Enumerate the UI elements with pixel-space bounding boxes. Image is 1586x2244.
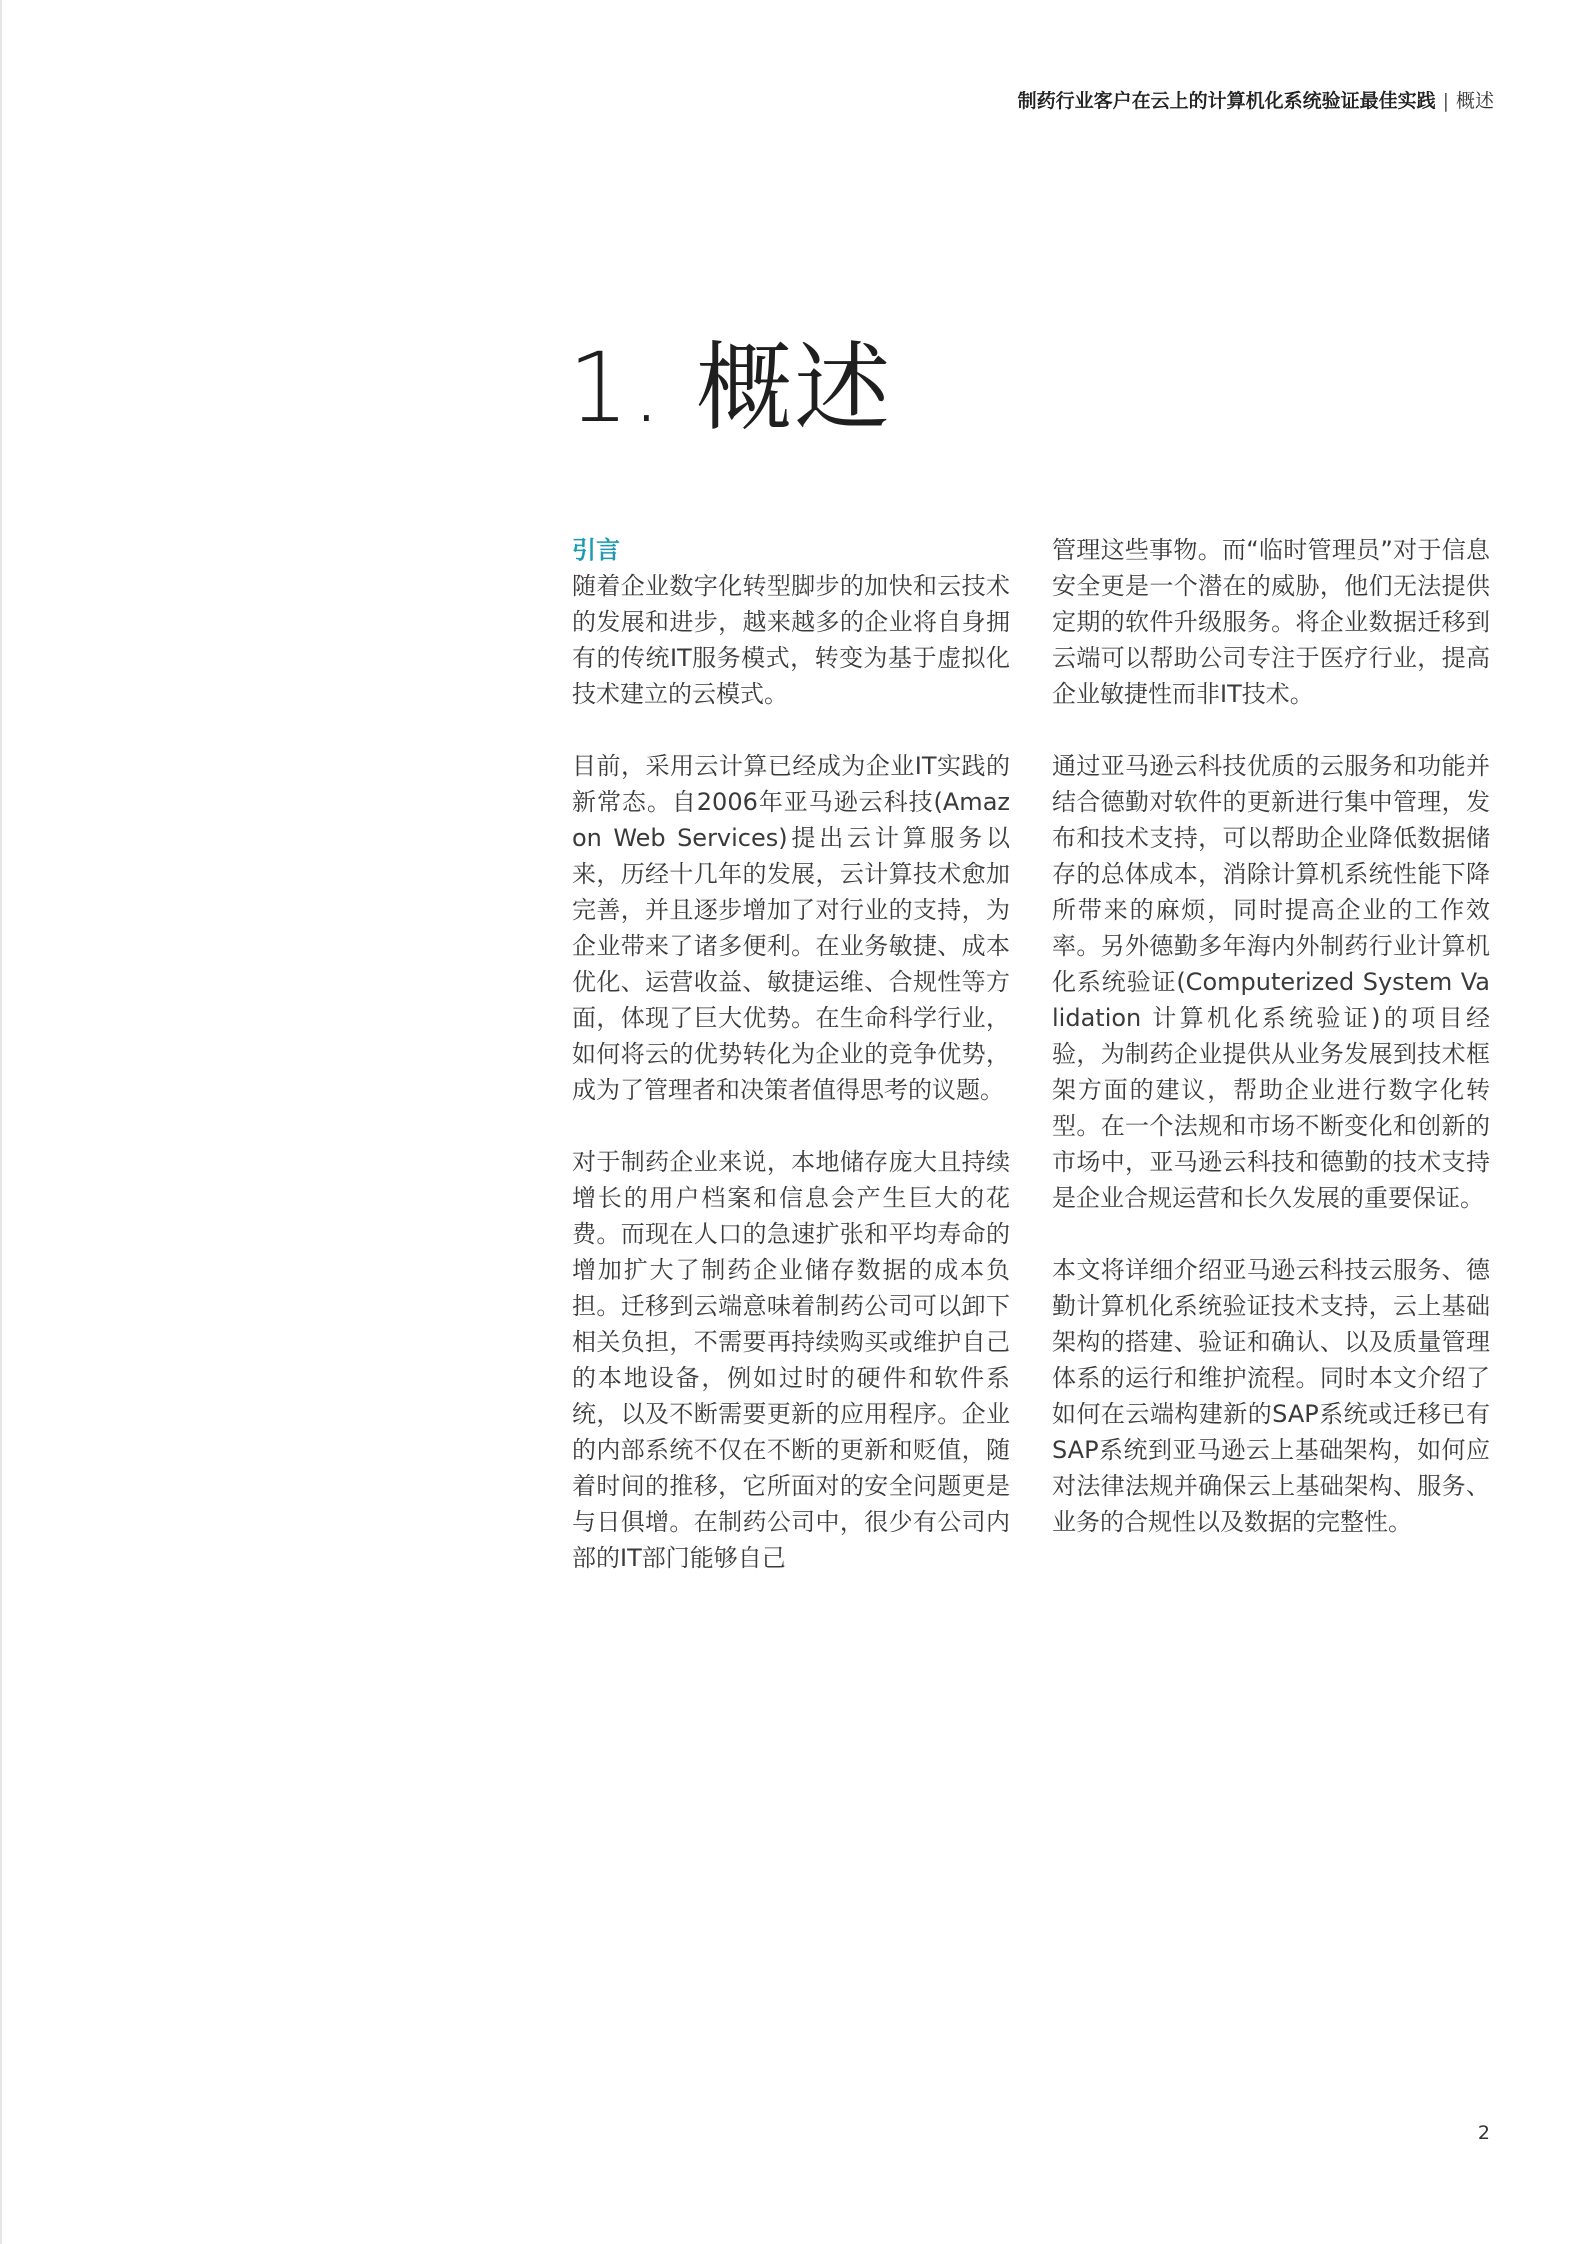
paragraph: 对于制药企业来说，本地储存庞大且持续增长的用户档案和信息会产生巨大的花费。而现在人口的急速扩张和平均寿命的增加扩大了制药企业储存数据的成本负担。迁移到云端意味着制药公司可以卸下相关负担，不需要再持续购买或维护自己的本地设备，例如过时的硬件和软件系统，以及不断需要更新的应用程序。企业的内部系统不仅在不断的更新和贬值，随着时间的推移，它所面对的安全问题更是与日俱增。在制药公司中，很少有公司内部的IT部门能够自己 — [572, 1148, 1010, 1572]
header-doc-title: 制药行业客户在云上的计算机化系统验证最佳实践 — [1017, 90, 1436, 112]
page-number: 2 — [1477, 2122, 1490, 2144]
left-column — [572, 532, 1010, 1612]
paragraph: 管理这些事物。而“临时管理员”对于信息安全更是一个潜在的威胁，他们无法提供定期的软件升级服务。将企业数据迁移到云端可以帮助公司专注于医疗行业，提高企业敏捷性而非IT技术。 — [1052, 536, 1490, 708]
paragraph: 本文将详细介绍亚马逊云科技云服务、德勤计算机化系统验证技术支持，云上基础架构的搭建、验证和确认、以及质量管理体系的运行和维护流程。同时本文介绍了如何在云端构建新的SAP系统或迁移已有SAP系统到亚马逊云上基础架构，如何应对法律法规并确保云上基础架构、服务、业务的合规性以及数据的完整性。 — [1052, 1256, 1490, 1536]
page-left-edge — [0, 0, 2, 2244]
paragraph: 随着企业数字化转型脚步的加快和云技术的发展和进步，越来越多的企业将自身拥有的传统IT服务模式，转变为基于虚拟化技术建立的云模式。 — [572, 572, 1010, 708]
right-column — [1052, 532, 1490, 1576]
chapter-title: 1. 概述 — [568, 332, 893, 444]
paragraph: 目前，采用云计算已经成为企业IT实践的新常态。自2006年亚马逊云科技(Amazon Web Services)提出云计算服务以来，历经十几年的发展，云计算技术愈加完善，并且逐步增加了对行业的支持，为企业带来了诸多便利。在业务敏捷、成本优化、运营收益、敏捷运维、合规性等方面，体现了巨大优势。在生命科学行业，如何将云的优势转化为企业的竞争优势，成为了管理者和决策者值得思考的议题。 — [572, 752, 1010, 1104]
intro-heading: 引言 — [572, 536, 620, 564]
paragraph: 通过亚马逊云科技优质的云服务和功能并结合德勤对软件的更新进行集中管理，发布和技术支持，可以帮助企业降低数据储存的总体成本，消除计算机系统性能下降所带来的麻烦，同时提高企业的工作效率。另外德勤多年海内外制药行业计算机化系统验证(Computerized System Validation 计算机化系统验证)的项目经验，为制药企业提供从业务发展到技术框架方面的建议，帮助企业进行数字化转型。在一个法规和市场不断变化和创新的市场中，亚马逊云科技和德勤的技术支持是企业合规运营和长久发展的重要保证。 — [1052, 752, 1490, 1212]
header-section-name: 概述 — [1455, 90, 1494, 112]
running-header — [1018, 88, 1494, 114]
header-separator: | — [1442, 90, 1449, 112]
